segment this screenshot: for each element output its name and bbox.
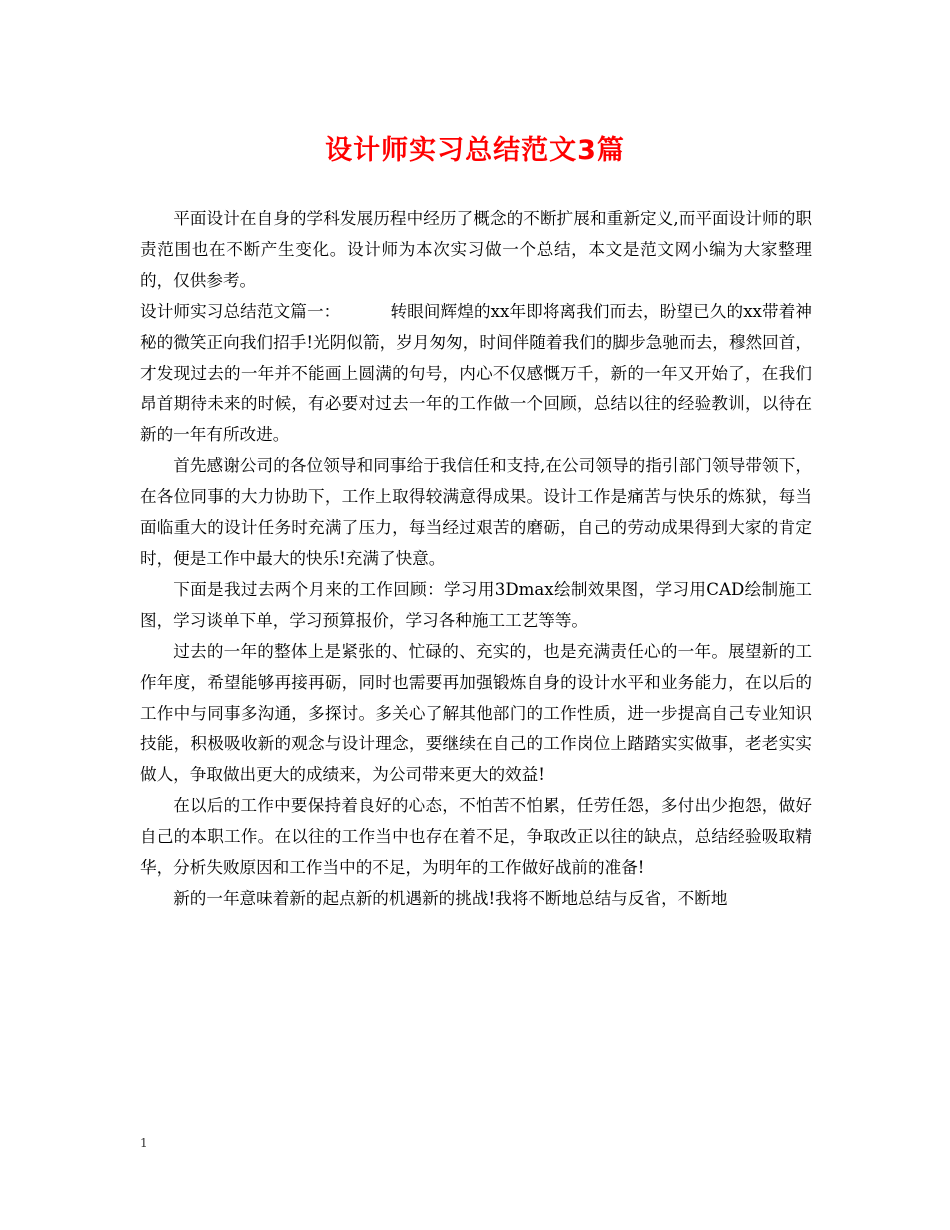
paragraph-section-one — [140, 297, 812, 452]
paragraph-new-year: 新的一年意味着新的起点新的机遇新的挑战!我将不断地总结与反省，不断地 — [173, 888, 728, 908]
paragraph-intro: 平面设计在自身的学科发展历程中经历了概念的不断扩展和重新定义,而平面设计师的职责范围也在不断产生变化。设计师为本次实习做一个总结，本文是范文网小编为大家整理的，仅供参考。 — [140, 209, 812, 290]
paragraph-past-year: 过去的一年的整体上是紧张的、忙碌的、充实的，也是充满责任心的一年。展望新的工作年度，希望能够再接再砺，同时也需要再加强锻炼自身的设计水平和业务能力，在以后的工作中与同事多沟通，多探讨。多关心了解其他部门的工作性质，进一步提高自己专业知识技能，积极吸收新的观念与设计理念，要继续在自己的工作岗位上踏踏实实做事，老老实实做人，争取做出更大的成绩来，为公司带来更大的效益! — [140, 641, 812, 785]
document-body — [140, 204, 812, 915]
document-title: 设计师实习总结范文3篇 — [325, 135, 625, 166]
page-number: 1 — [140, 1136, 148, 1150]
section-text: 转眼间辉煌的xx年即将离我们而去，盼望已久的xx带着神秘的微笑正向我们招手!光阴似箭，岁月匆匆，时间伴随着我们的脚步急驰而去，穆然回首，才发现过去的一年并不能画上圆满的句号，内心不仅感慨万千，新的一年又开始了，在我们昂首期待未来的时候，有必要对过去一年的工作做一个回顾，总结以往的经验教训，以待在新的一年有所改进。 — [140, 301, 813, 445]
paragraph-work-review: 下面是我过去两个月来的工作回顾：学习用3Dmax绘制效果图，学习用CAD绘制施工图，学习谈单下单，学习预算报价，学习各种施工工艺等等。 — [140, 579, 812, 630]
paragraph-thanks: 首先感谢公司的各位领导和同事给于我信任和支持,在公司领导的指引部门领导带领下，在各位同事的大力协助下，工作上取得较满意得成果。设计工作是痛苦与快乐的炼狱，每当面临重大的设计任务时充满了压力，每当经过艰苦的磨砺，自己的劳动成果得到大家的肯定时，便是工作中最大的快乐!充满了快意。 — [140, 456, 812, 568]
section-heading: 设计师实习总结范文篇一： — [140, 301, 341, 321]
paragraph-future-work: 在以后的工作中要保持着良好的心态，不怕苦不怕累，任劳任怨，多付出少抱怨，做好自己的本职工作。在以往的工作当中也存在着不足，争取改正以往的缺点，总结经验吸取精华，分析失败原因和工作当中的不足，为明年的工作做好战前的准备! — [140, 796, 812, 878]
